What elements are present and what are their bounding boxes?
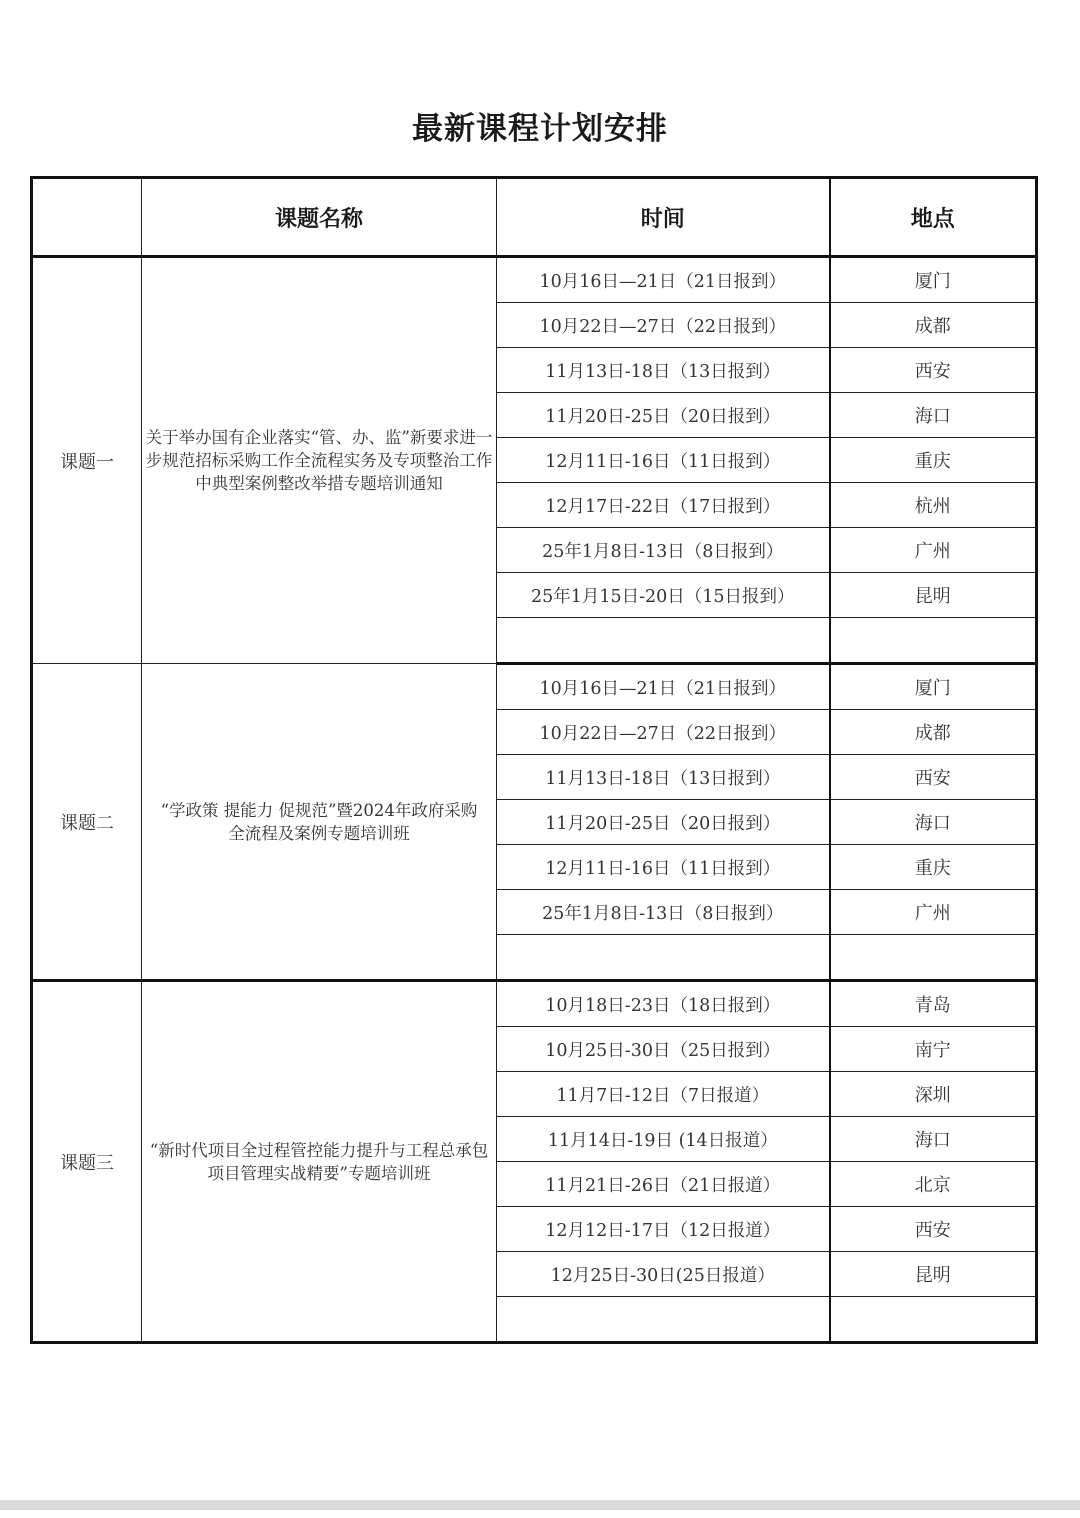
- session-location: [830, 935, 1037, 981]
- session-time: [497, 935, 830, 981]
- course-schedule-table: [30, 176, 1038, 1344]
- session-time: 11月13日-18日（13日报到）: [497, 348, 830, 393]
- session-time: 10月16日—21日（21日报到）: [497, 257, 830, 303]
- session-location: 深圳: [830, 1072, 1037, 1117]
- table-header-row: [32, 178, 1037, 257]
- session-location: 海口: [830, 393, 1037, 438]
- session-location: 南宁: [830, 1027, 1037, 1072]
- session-time: 11月20日-25日（20日报到）: [497, 800, 830, 845]
- topic-label: 课题一: [32, 257, 142, 664]
- session-time: 25年1月8日-13日（8日报到）: [497, 528, 830, 573]
- session-location: 重庆: [830, 438, 1037, 483]
- session-location: 重庆: [830, 845, 1037, 890]
- session-time: [497, 1297, 830, 1343]
- session-time: 12月11日-16日（11日报到）: [497, 438, 830, 483]
- header-topic: [32, 178, 142, 257]
- session-time: 10月18日-23日（18日报到）: [497, 981, 830, 1027]
- session-time: 11月7日-12日（7日报道）: [497, 1072, 830, 1117]
- session-location: 广州: [830, 890, 1037, 935]
- session-time: [497, 618, 830, 664]
- header-course-name: 课题名称: [142, 178, 497, 257]
- session-time: 10月22日—27日（22日报到）: [497, 710, 830, 755]
- page-bottom-divider: [0, 1500, 1080, 1510]
- session-location: 广州: [830, 528, 1037, 573]
- session-location: 海口: [830, 800, 1037, 845]
- session-location: 北京: [830, 1162, 1037, 1207]
- session-time: 12月12日-17日（12日报道）: [497, 1207, 830, 1252]
- session-location: 成都: [830, 710, 1037, 755]
- session-location: 成都: [830, 303, 1037, 348]
- session-time: 10月25日-30日（25日报到）: [497, 1027, 830, 1072]
- header-location: 地点: [830, 178, 1037, 257]
- topic-name-line: 全流程及案例专题培训班: [228, 823, 410, 843]
- session-location: 西安: [830, 348, 1037, 393]
- session-time: 10月22日—27日（22日报到）: [497, 303, 830, 348]
- session-time: 10月16日—21日（21日报到）: [497, 664, 830, 710]
- session-time: 12月17日-22日（17日报到）: [497, 483, 830, 528]
- session-time: 25年1月8日-13日（8日报到）: [497, 890, 830, 935]
- session-location: 西安: [830, 1207, 1037, 1252]
- topic-label: 课题三: [32, 981, 142, 1343]
- session-location: 西安: [830, 755, 1037, 800]
- session-time: 12月25日-30日(25日报道）: [497, 1252, 830, 1297]
- topic-name: 关于举办国有企业落实“管、办、监”新要求进一步规范招标采购工作全流程实务及专项整治工作中典型案例整改举措专题培训通知: [142, 257, 497, 664]
- session-location: 青岛: [830, 981, 1037, 1027]
- session-location: 厦门: [830, 257, 1037, 303]
- session-time: 11月13日-18日（13日报到）: [497, 755, 830, 800]
- session-location: 杭州: [830, 483, 1037, 528]
- topic-label: 课题二: [32, 664, 142, 981]
- table-row: [32, 981, 1037, 1027]
- session-location: 昆明: [830, 573, 1037, 618]
- topic-name-line: “学政策 提能力 促规范”暨2024年政府采购: [160, 800, 478, 820]
- topic-name: “新时代项目全过程管控能力提升与工程总承包项目管理实战精要”专题培训班: [142, 981, 497, 1343]
- table-row: [32, 664, 1037, 710]
- session-location: 海口: [830, 1117, 1037, 1162]
- session-location: 昆明: [830, 1252, 1037, 1297]
- session-time: 12月11日-16日（11日报到）: [497, 845, 830, 890]
- page-title: 最新课程计划安排: [412, 111, 668, 147]
- session-location: 厦门: [830, 664, 1037, 710]
- session-location: [830, 618, 1037, 664]
- session-time: 11月21日-26日（21日报道）: [497, 1162, 830, 1207]
- header-time: 时间: [497, 178, 830, 257]
- session-time: 25年1月15日-20日（15日报到）: [497, 573, 830, 618]
- session-location: [830, 1297, 1037, 1343]
- session-time: 11月20日-25日（20日报到）: [497, 393, 830, 438]
- session-time: 11月14日-19日 (14日报道）: [497, 1117, 830, 1162]
- topic-name: [142, 664, 497, 981]
- table-row: [32, 257, 1037, 303]
